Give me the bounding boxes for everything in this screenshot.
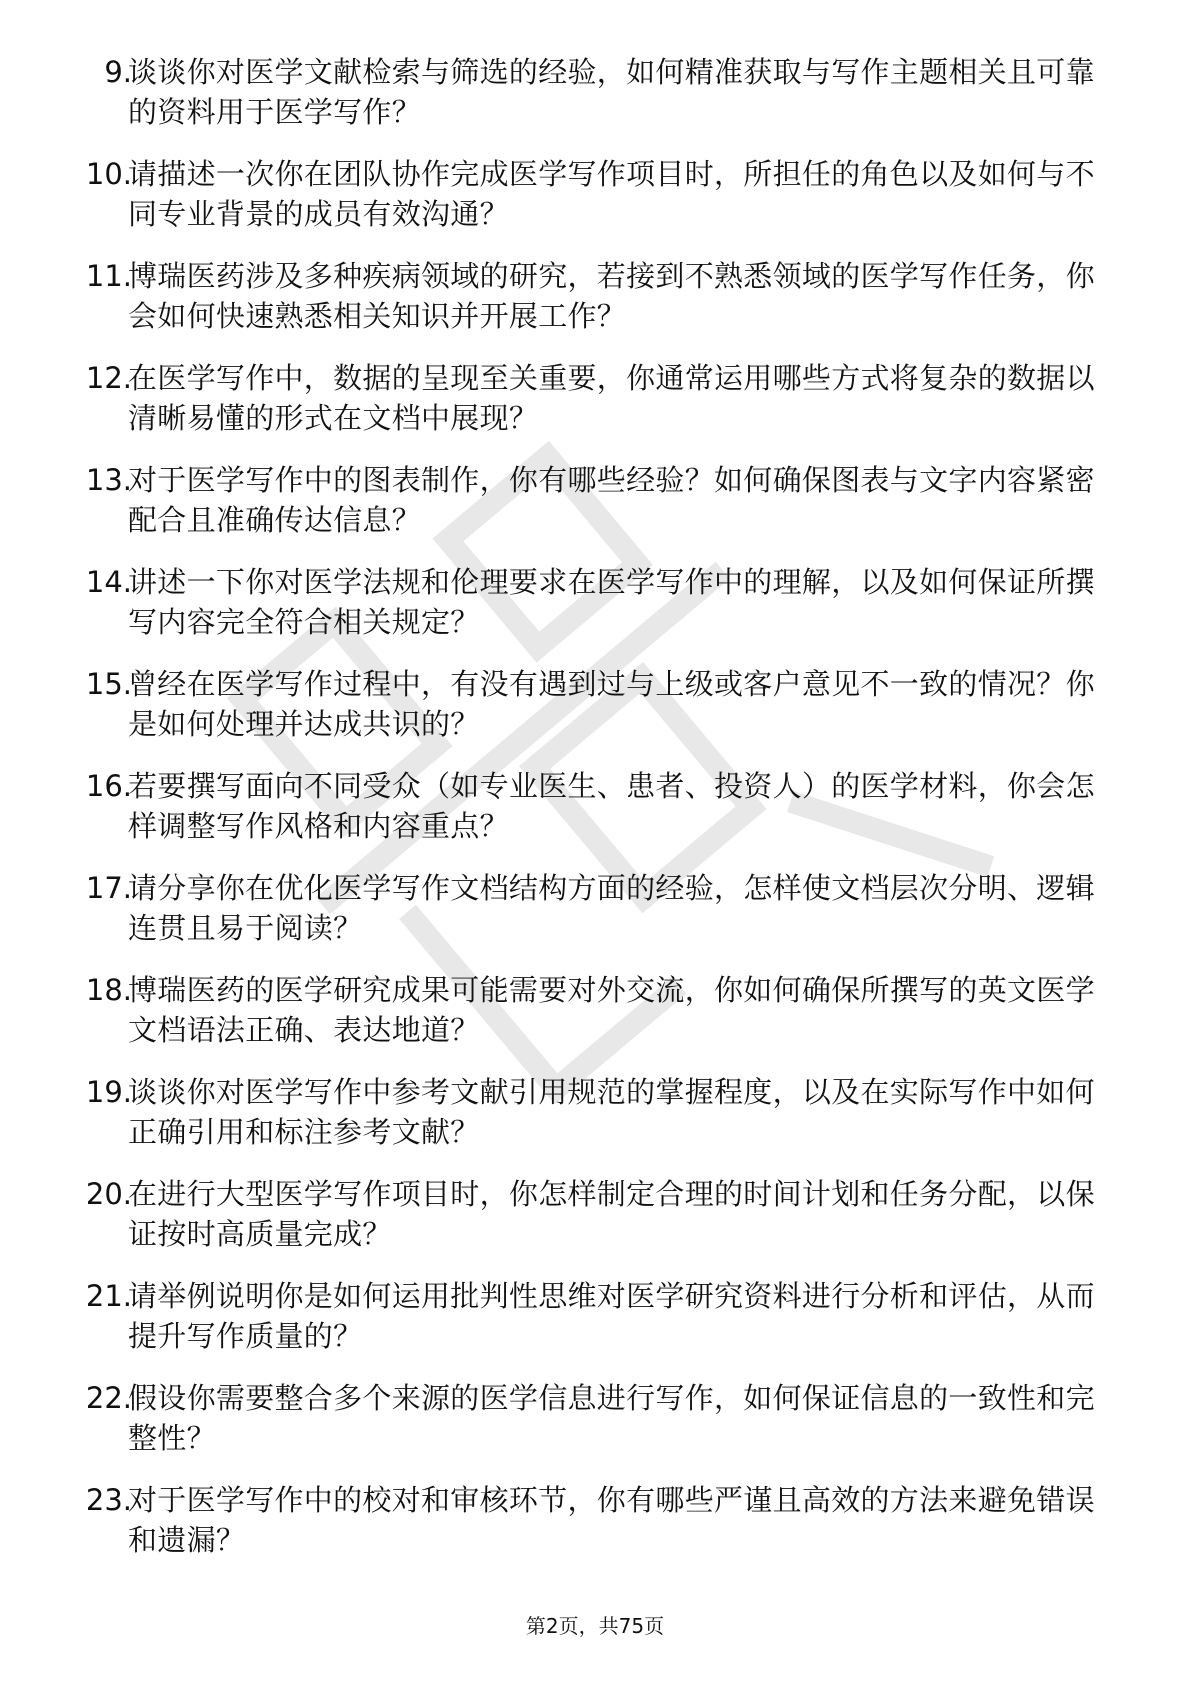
list-item — [0, 1378, 1190, 1480]
list-item — [0, 562, 1190, 664]
question-text: 博瑞医药涉及多种疾病领域的研究，若接到不熟悉领域的医学写作任务，你会如何快速熟悉相关知识并开展工作？ — [128, 259, 1095, 333]
list-item — [0, 154, 1190, 256]
question-number: 20. — [85, 1177, 132, 1211]
list-item — [0, 664, 1190, 766]
question-number: 18. — [85, 973, 132, 1007]
question-list — [0, 52, 1190, 1582]
question-text: 对于医学写作中的校对和审核环节，你有哪些严谨且高效的方法来避免错误和遗漏？ — [128, 1483, 1095, 1557]
list-item — [0, 358, 1190, 460]
question-text: 假设你需要整合多个来源的医学信息进行写作，如何保证信息的一致性和完整性？ — [128, 1381, 1095, 1455]
question-text: 在进行大型医学写作项目时，你怎样制定合理的时间计划和任务分配，以保证按时高质量完成？ — [128, 1177, 1095, 1251]
question-number: 21. — [85, 1279, 132, 1313]
question-number: 13. — [85, 463, 132, 497]
question-number: 23. — [85, 1483, 132, 1517]
question-number: 12. — [85, 361, 132, 395]
list-item — [0, 256, 1190, 358]
list-item — [0, 868, 1190, 970]
question-text: 若要撰写面向不同受众（如专业医生、患者、投资人）的医学材料，你会怎样调整写作风格和内容重点？ — [128, 769, 1095, 843]
question-text: 博瑞医药的医学研究成果可能需要对外交流，你如何确保所撰写的英文医学文档语法正确、表达地道？ — [128, 973, 1095, 1047]
question-text: 请举例说明你是如何运用批判性思维对医学研究资料进行分析和评估，从而提升写作质量的？ — [128, 1279, 1095, 1353]
list-item — [0, 1276, 1190, 1378]
question-number: 17. — [85, 871, 132, 905]
question-number: 9. — [104, 55, 132, 89]
question-number: 10. — [85, 157, 132, 191]
page-number-footer: 第2页，共75页 — [525, 1614, 665, 1638]
list-item — [0, 766, 1190, 868]
question-number: 19. — [85, 1075, 132, 1109]
question-text: 对于医学写作中的图表制作，你有哪些经验？如何确保图表与文字内容紧密配合且准确传达信息？ — [128, 463, 1095, 537]
question-text: 谈谈你对医学文献检索与筛选的经验，如何精准获取与写作主题相关且可靠的资料用于医学写作？ — [128, 55, 1095, 129]
list-item — [0, 52, 1190, 154]
question-text: 讲述一下你对医学法规和伦理要求在医学写作中的理解，以及如何保证所撰写内容完全符合相关规定？ — [128, 565, 1095, 639]
question-text: 谈谈你对医学写作中参考文献引用规范的掌握程度，以及在实际写作中如何正确引用和标注参考文献？ — [128, 1075, 1095, 1149]
list-item — [0, 1072, 1190, 1174]
question-number: 15. — [85, 667, 132, 701]
question-text: 曾经在医学写作过程中，有没有遇到过与上级或客户意见不一致的情况？你是如何处理并达成共识的？ — [128, 667, 1095, 741]
list-item — [0, 1480, 1190, 1582]
question-number: 11. — [85, 259, 132, 293]
list-item — [0, 460, 1190, 562]
list-item — [0, 1174, 1190, 1276]
question-text: 请描述一次你在团队协作完成医学写作项目时，所担任的角色以及如何与不同专业背景的成员有效沟通？ — [128, 157, 1095, 231]
question-text: 请分享你在优化医学写作文档结构方面的经验，怎样使文档层次分明、逻辑连贯且易于阅读？ — [128, 871, 1095, 945]
list-item — [0, 970, 1190, 1072]
question-number: 14. — [85, 565, 132, 599]
question-text: 在医学写作中，数据的呈现至关重要，你通常运用哪些方式将复杂的数据以清晰易懂的形式在文档中展现？ — [128, 361, 1095, 435]
question-number: 22. — [85, 1381, 132, 1415]
question-number: 16. — [85, 769, 132, 803]
